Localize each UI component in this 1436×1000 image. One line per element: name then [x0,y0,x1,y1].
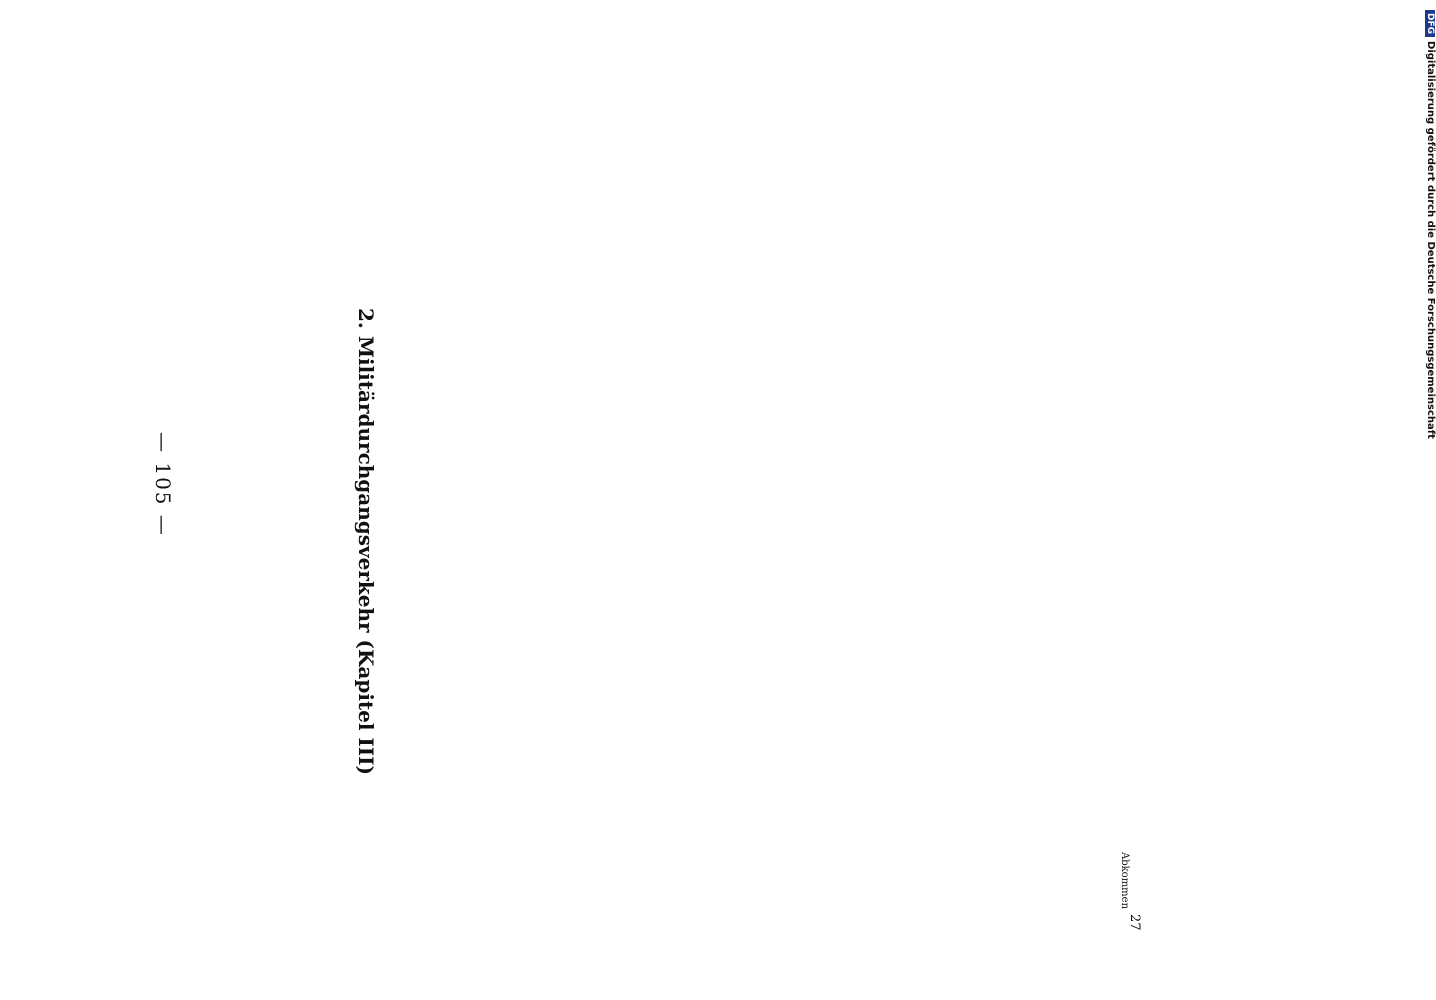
dfg-credit [1425,10,1436,439]
dfg-logo-icon: DFG [1425,10,1435,37]
footer-number: 27 [1127,914,1142,931]
footer-signature: Abkommen [1119,852,1130,910]
page-number: — 105 — [151,432,175,537]
credit-text: Digitalisierung gefördert durch die Deutsche Forschungsgemeinschaft [1425,41,1436,439]
section-heading: 2. Militärdurchgangsverkehr (Kapitel III) [354,308,378,775]
